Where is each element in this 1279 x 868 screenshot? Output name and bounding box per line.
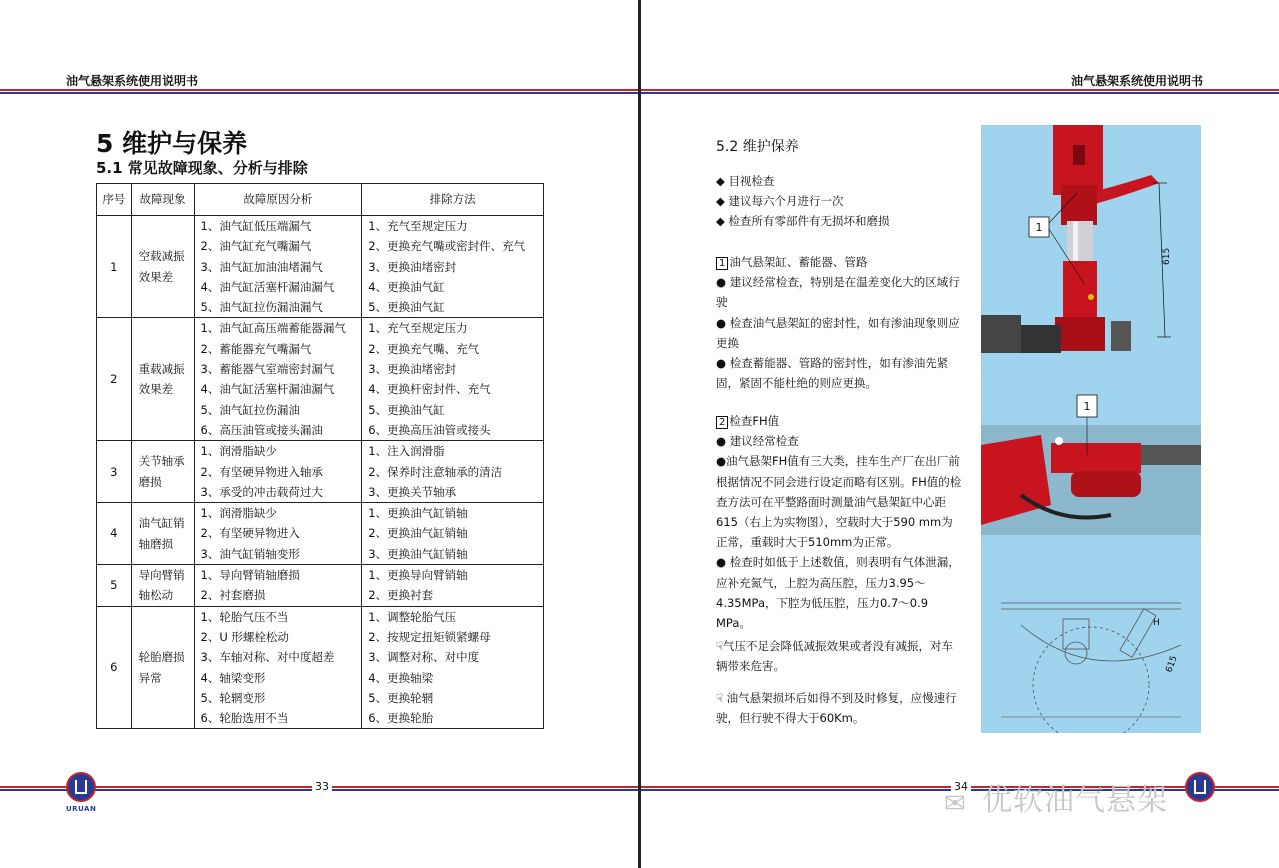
cause-item: 2、衬套磨损 xyxy=(200,588,266,603)
axle-photo xyxy=(981,425,1201,535)
remedy-item: 2、更换充气嘴或密封件、充气 xyxy=(368,239,526,254)
text-line: 应补充氮气，上腔为高压腔，压力3.95～ xyxy=(716,575,926,590)
fault-causes xyxy=(194,606,362,729)
item2-title: 检查FH值 xyxy=(729,414,780,428)
item1-block xyxy=(716,252,974,393)
fault-symptom xyxy=(131,216,194,318)
symptom-line: 效果差 xyxy=(138,269,174,284)
text-line: ● 检查油气悬架缸的密封性，如有渗油现象则应 xyxy=(716,315,960,330)
cause-item: 3、蓄能器气室端密封漏气 xyxy=(200,362,335,377)
table-row xyxy=(97,503,544,565)
remedy-item: 1、调整轮胎气压 xyxy=(368,609,457,624)
fault-symptom xyxy=(131,318,194,441)
item2-block xyxy=(716,411,974,633)
logo-text: URUAN xyxy=(66,805,97,813)
remedy-item: 3、更换油堵密封 xyxy=(368,259,457,274)
cause-item: 1、油气缸高压端蓄能器漏气 xyxy=(200,321,346,336)
remedy-item: 2、更换油气缸销轴 xyxy=(368,526,468,541)
text-line: MPa。 xyxy=(716,616,751,631)
remedy-item: 5、更换油气缸 xyxy=(368,300,445,315)
cause-item: 6、轮胎选用不当 xyxy=(200,711,289,726)
dimension-label: 615 xyxy=(1162,247,1172,265)
cause-item: 2、U 形螺栓松动 xyxy=(200,629,289,644)
fault-table xyxy=(96,183,544,729)
row-number: 3 xyxy=(97,441,132,503)
text-line: ● 建议经常检查，特别是在温差变化大的区域行 xyxy=(716,275,960,290)
text-line: ● 建议经常检查 xyxy=(716,434,799,449)
remedy-item: 1、充气至规定压力 xyxy=(368,321,468,336)
cause-item: 1、轮胎气压不当 xyxy=(200,609,289,624)
symptom-line: 空载减振 xyxy=(138,249,185,264)
item1-title: 油气悬架缸、蓄能器、管路 xyxy=(729,255,868,269)
header-rule xyxy=(641,89,1279,94)
cause-item: 1、导向臂销轴磨损 xyxy=(200,568,300,583)
fault-remedies xyxy=(362,216,544,318)
text-line: ●油气悬架FH值有三大类，挂车生产厂在出厂前 xyxy=(716,454,960,469)
row-number: 6 xyxy=(97,606,132,729)
fault-remedies xyxy=(362,606,544,729)
warning-1 xyxy=(716,636,974,676)
cause-item: 5、油气缸拉伤漏油漏气 xyxy=(200,300,323,315)
fault-remedies xyxy=(362,441,544,503)
remedy-item: 1、注入润滑脂 xyxy=(368,444,445,459)
suspension-illustration xyxy=(981,125,1201,733)
running-header: 油气悬架系统使用说明书 xyxy=(66,74,199,88)
remedy-item: 4、更换油气缸 xyxy=(368,279,445,294)
text-line: ☟气压不足会降低减振效果或者没有减振，对车 xyxy=(716,639,953,653)
row-number: 4 xyxy=(97,503,132,565)
remedy-item: 6、更换高压油管或接头 xyxy=(368,422,491,437)
cause-item: 1、润滑脂缺少 xyxy=(200,444,277,459)
cause-item: 2、有坚硬异物进入 xyxy=(200,526,300,541)
col-header: 故障原因分析 xyxy=(194,184,362,216)
remedy-item: 6、更换轮胎 xyxy=(368,711,434,726)
dimension-label: 615 xyxy=(1164,654,1180,675)
remedy-item: 3、更换关节轴承 xyxy=(368,484,457,499)
right-page xyxy=(641,0,1279,868)
text-line: 查方法可在平整路面时测量油气悬架缸中心距 xyxy=(716,494,946,509)
fault-symptom xyxy=(131,565,194,607)
remedy-item: 3、更换油气缸销轴 xyxy=(368,546,468,561)
header-rule xyxy=(0,89,638,94)
symptom-line: 关节轴承 xyxy=(138,454,185,469)
warning-2 xyxy=(716,688,974,728)
col-header: 故障现象 xyxy=(131,184,194,216)
table-row xyxy=(97,441,544,503)
section-title: 5.1 常见故障现象、分析与排除 xyxy=(96,159,308,177)
running-header: 油气悬架系统使用说明书 xyxy=(1071,74,1204,88)
cause-item: 5、油气缸拉伤漏油 xyxy=(200,402,300,417)
fault-causes xyxy=(194,503,362,565)
symptom-line: 油气缸销 xyxy=(138,516,185,531)
row-number: 1 xyxy=(97,216,132,318)
text-line: ● 检查时如低于上述数值，则表明有气体泄漏， xyxy=(716,555,960,570)
chapter-title: 5 维护与保养 xyxy=(96,129,248,158)
text-line: 正常，重载时大于510mm为正常。 xyxy=(716,535,899,550)
remedy-item: 1、充气至规定压力 xyxy=(368,219,468,233)
fault-causes xyxy=(194,565,362,607)
company-logo xyxy=(66,772,96,802)
fault-causes xyxy=(194,318,362,441)
remedy-item: 2、更换衬套 xyxy=(368,588,434,603)
table-row xyxy=(97,565,544,607)
cause-item: 3、车轴对称、对中度超差 xyxy=(200,650,335,665)
text-line: ☟ 油气悬架损坏后如得不到及时修复，应慢速行 xyxy=(716,691,957,705)
cause-item: 3、油气缸加油油堵漏气 xyxy=(200,259,323,274)
text-line: 驶 xyxy=(716,295,728,310)
cause-item: 4、油气缸活塞杆漏油漏气 xyxy=(200,279,335,294)
remedy-item: 2、更换充气嘴、充气 xyxy=(368,341,480,356)
row-number: 5 xyxy=(97,565,132,607)
text-line: ◆ 目视检查 xyxy=(716,174,775,188)
row-number: 2 xyxy=(97,318,132,441)
cause-item: 1、油气缸低压端漏气 xyxy=(200,219,312,233)
text-line: ◆ 建议每六个月进行一次 xyxy=(716,194,844,209)
cause-item: 3、承受的冲击载荷过大 xyxy=(200,484,323,499)
remedy-item: 2、按规定扭矩锁紧螺母 xyxy=(368,629,491,644)
symptom-line: 轮胎磨损 xyxy=(138,650,185,665)
col-header: 排除方法 xyxy=(362,184,544,216)
wechat-icon: ✉ xyxy=(944,789,966,819)
cause-item: 1、润滑脂缺少 xyxy=(200,506,277,521)
left-page xyxy=(0,0,638,868)
text-line: 根据情况不同会进行设定而略有区别。FH值的检 xyxy=(716,474,962,489)
dimension-label: H xyxy=(1153,618,1160,628)
fault-remedies xyxy=(362,503,544,565)
text-line: 驶，但行驶不得大于60Km。 xyxy=(716,711,865,726)
table-header-row xyxy=(97,184,544,216)
callout-label: 1 xyxy=(1083,400,1091,413)
section-title: 5.2 维护保养 xyxy=(716,139,799,155)
table-row xyxy=(97,216,544,318)
page-number: 34 xyxy=(951,780,971,793)
dimension-615-top xyxy=(1153,183,1172,337)
symptom-line: 重载减振 xyxy=(138,362,185,377)
text-line: ● 检查蓄能器、管路的密封性，如有渗油先紧 xyxy=(716,356,949,371)
fault-remedies xyxy=(362,318,544,441)
table-row xyxy=(97,606,544,729)
symptom-line: 轴磨损 xyxy=(138,536,174,551)
fault-symptom xyxy=(131,606,194,729)
suspension-figure xyxy=(981,125,1201,733)
symptom-line: 效果差 xyxy=(138,382,174,397)
remedy-item: 3、调整对称、对中度 xyxy=(368,650,480,665)
table-row xyxy=(97,318,544,441)
remedy-item: 2、保养时注意轴承的清洁 xyxy=(368,464,503,479)
symptom-line: 轴松动 xyxy=(138,588,174,603)
symptom-line: 磨损 xyxy=(138,474,162,489)
cylinder-photo xyxy=(981,125,1159,353)
item-number-box: 1 xyxy=(716,257,728,270)
cause-item: 4、轴梁变形 xyxy=(200,670,266,685)
text-line: 更换 xyxy=(716,335,739,350)
fault-remedies xyxy=(362,565,544,607)
cause-item: 4、油气缸活塞杆漏油漏气 xyxy=(200,382,335,397)
text-line: 固，紧固不能杜绝的则应更换。 xyxy=(716,376,877,391)
text-line: 4.35MPa，下腔为低压腔，压力0.7～0.9 xyxy=(716,595,929,610)
callout-label: 1 xyxy=(1035,221,1043,234)
cause-item: 5、轮辋变形 xyxy=(200,690,266,705)
cause-item: 6、高压油管或接头漏油 xyxy=(200,422,323,437)
remedy-item: 5、更换轮辋 xyxy=(368,690,434,705)
cause-item: 2、油气缸充气嘴漏气 xyxy=(200,239,312,254)
fault-symptom xyxy=(131,441,194,503)
text-line: 615（右上为实物图），空载时大于590 mm为 xyxy=(716,515,953,530)
fault-causes xyxy=(194,441,362,503)
symptom-line: 导向臂销 xyxy=(138,568,185,583)
watermark: 优软油气悬架 xyxy=(982,783,1168,818)
cause-item: 2、有坚硬异物进入轴承 xyxy=(200,464,323,479)
col-header: 序号 xyxy=(97,184,132,216)
fault-symptom xyxy=(131,503,194,565)
item-number-box: 2 xyxy=(716,416,728,429)
text-line: 辆带来危害。 xyxy=(716,659,785,674)
remedy-item: 4、更换轴梁 xyxy=(368,670,434,685)
company-logo xyxy=(1185,772,1215,802)
visual-check-block xyxy=(716,171,974,232)
fault-causes xyxy=(194,216,362,318)
remedy-item: 3、更换油堵密封 xyxy=(368,362,457,377)
fault-table-body xyxy=(97,216,544,729)
cause-item: 3、油气缸销轴变形 xyxy=(200,546,300,561)
remedy-item: 1、更换油气缸销轴 xyxy=(368,506,468,521)
cause-item: 2、蓄能器充气嘴漏气 xyxy=(200,341,312,356)
symptom-line: 异常 xyxy=(138,670,162,685)
page-number: 33 xyxy=(312,780,332,793)
remedy-item: 5、更换油气缸 xyxy=(368,402,445,417)
remedy-item: 4、更换杆密封件、充气 xyxy=(368,382,491,397)
text-line: ◆ 检查所有零部件有无损坏和磨损 xyxy=(716,214,890,229)
remedy-item: 1、更换导向臂销轴 xyxy=(368,568,468,583)
